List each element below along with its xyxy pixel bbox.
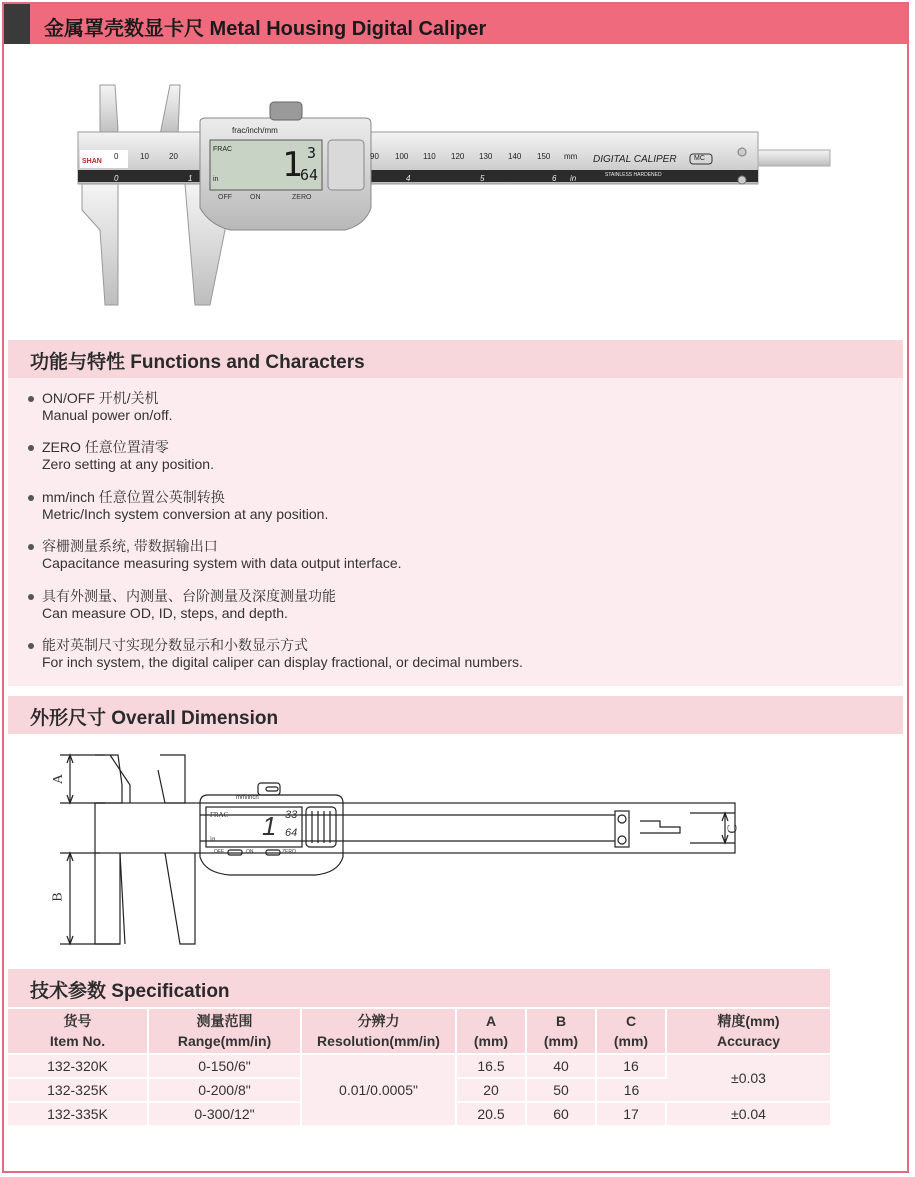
mm-tick: 20	[169, 152, 178, 161]
cell-c: 16	[596, 1078, 666, 1102]
lcd-unit-label: in	[213, 176, 219, 183]
table-row	[8, 1054, 830, 1078]
bullet-icon	[28, 495, 34, 501]
dim-off-label: OFF	[214, 849, 224, 855]
feature-en: For inch system, the digital caliper can display fractional, or decimal numbers.	[42, 654, 523, 670]
in-tick: 1	[188, 174, 193, 183]
bullet-icon	[28, 396, 34, 402]
col-c: C (mm)	[596, 1009, 666, 1054]
on-label: ON	[250, 194, 261, 201]
in-unit: in	[570, 174, 577, 183]
cell-accuracy: ±0.04	[666, 1102, 830, 1125]
col-accuracy: 精度(mm) Accuracy	[666, 1009, 830, 1054]
mm-tick: 120	[451, 152, 465, 161]
photo-overlay	[60, 80, 850, 320]
feature-cn: 具有外测量、内测量、台阶测量及深度测量功能	[42, 588, 336, 604]
feature-en: Capacitance measuring system with data output interface.	[42, 555, 402, 571]
feature-en: Zero setting at any position.	[42, 456, 214, 472]
feature-item	[42, 588, 336, 622]
cell-range: 0-200/8"	[148, 1078, 301, 1102]
col-range: 测量范围 Range(mm/in)	[148, 1009, 301, 1054]
feature-item	[42, 637, 523, 671]
lcd-mode-label: FRAC	[213, 146, 233, 153]
col-resolution: 分辨力 Resolution(mm/in)	[301, 1009, 456, 1054]
cell-range: 0-300/12"	[148, 1102, 301, 1125]
caliper-sub-label: STAINLESS HARDENED	[605, 172, 662, 178]
dim-lcd-whole: 1	[262, 811, 277, 841]
mm-tick: 140	[508, 152, 522, 161]
lcd-num: 3	[307, 144, 317, 162]
feature-item	[42, 439, 214, 473]
mm-tick: 150	[537, 152, 551, 161]
mm-unit: mm	[564, 152, 578, 161]
display-mode-label: frac/inch/mm	[232, 126, 278, 135]
dim-zero-label: ZERO	[282, 849, 296, 855]
dimension-labels	[40, 745, 750, 955]
in-tick: 0	[114, 174, 119, 183]
feature-cn: 容栅测量系统, 带数据输出口	[42, 538, 218, 554]
feature-en: Metric/Inch system conversion at any position.	[42, 506, 329, 522]
mm-tick: 110	[423, 152, 436, 161]
dimension-header	[8, 696, 903, 734]
zero-label: ZERO	[292, 194, 312, 201]
cell-range: 0-150/6"	[148, 1054, 301, 1078]
cell-item: 132-335K	[8, 1102, 148, 1125]
cell-a: 16.5	[456, 1054, 526, 1078]
col-a: A (mm)	[456, 1009, 526, 1054]
spec-header-row	[8, 1009, 830, 1054]
mm-tick: 0	[114, 152, 119, 161]
feature-en: Manual power on/off.	[42, 407, 173, 423]
caliper-label: DIGITAL CALIPER	[593, 154, 677, 165]
dim-lcd-num: 33	[285, 809, 298, 821]
dim-lcd-mode: FRAC	[210, 811, 229, 819]
cell-a: 20.5	[456, 1102, 526, 1125]
col-b: B (mm)	[526, 1009, 596, 1054]
page-title: 金属罩壳数显卡尺 Metal Housing Digital Caliper	[44, 18, 487, 40]
label-c: C	[725, 824, 741, 834]
feature-en: Can measure OD, ID, steps, and depth.	[42, 605, 288, 621]
spec-heading: 技术参数 Specification	[30, 981, 230, 1002]
brand-label: SHAN	[82, 158, 102, 165]
cell-b: 60	[526, 1102, 596, 1125]
cell-c: 16	[596, 1054, 666, 1078]
dim-top-label: mm/inch	[236, 795, 259, 801]
in-tick: 4	[406, 174, 411, 183]
in-tick: 5	[480, 174, 485, 183]
spec-header	[8, 969, 830, 1007]
cell-a: 20	[456, 1078, 526, 1102]
lcd-den: 64	[300, 166, 319, 184]
dim-on-label: ON	[246, 849, 254, 855]
feature-item	[42, 538, 402, 572]
functions-heading: 功能与特性 Functions and Characters	[30, 352, 365, 373]
dim-lcd-den: 64	[285, 827, 298, 839]
label-a: A	[51, 773, 67, 785]
cell-b: 50	[526, 1078, 596, 1102]
feature-item	[42, 489, 328, 523]
cell-item: 132-320K	[8, 1054, 148, 1078]
title-bar	[4, 4, 907, 44]
feature-cn: ZERO 任意位置清零	[42, 439, 169, 455]
title-accent	[4, 4, 30, 44]
dim-lcd-unit: in	[210, 835, 216, 843]
cell-c: 17	[596, 1102, 666, 1125]
label-b: B	[50, 892, 66, 902]
in-tick: 6	[552, 174, 557, 183]
mm-tick: 100	[395, 152, 409, 161]
lcd-whole: 1	[282, 145, 303, 185]
bullet-icon	[28, 594, 34, 600]
cell-accuracy: ±0.03	[666, 1054, 830, 1102]
feature-cn: mm/inch 任意位置公英制转换	[42, 489, 225, 505]
feature-cn: ON/OFF 开机/关机	[42, 390, 159, 406]
dimension-heading: 外形尺寸 Overall Dimension	[30, 708, 279, 729]
bullet-icon	[28, 445, 34, 451]
mm-tick: 130	[479, 152, 493, 161]
mm-tick: 10	[140, 152, 149, 161]
col-item: 货号 Item No.	[8, 1009, 148, 1054]
functions-header	[8, 340, 903, 378]
feature-item	[42, 390, 173, 424]
cell-b: 40	[526, 1054, 596, 1078]
cell-item: 132-325K	[8, 1078, 148, 1102]
bullet-icon	[28, 544, 34, 550]
features-list	[8, 378, 903, 686]
off-label: OFF	[218, 194, 232, 201]
mc-logo: MC	[694, 155, 705, 162]
cell-resolution: 0.01/0.0005"	[301, 1054, 456, 1125]
mm-tick: 90	[370, 152, 379, 161]
bullet-icon	[28, 643, 34, 649]
feature-cn: 能对英制尺寸实现分数显示和小数显示方式	[42, 637, 308, 653]
spec-table	[8, 1009, 830, 1125]
